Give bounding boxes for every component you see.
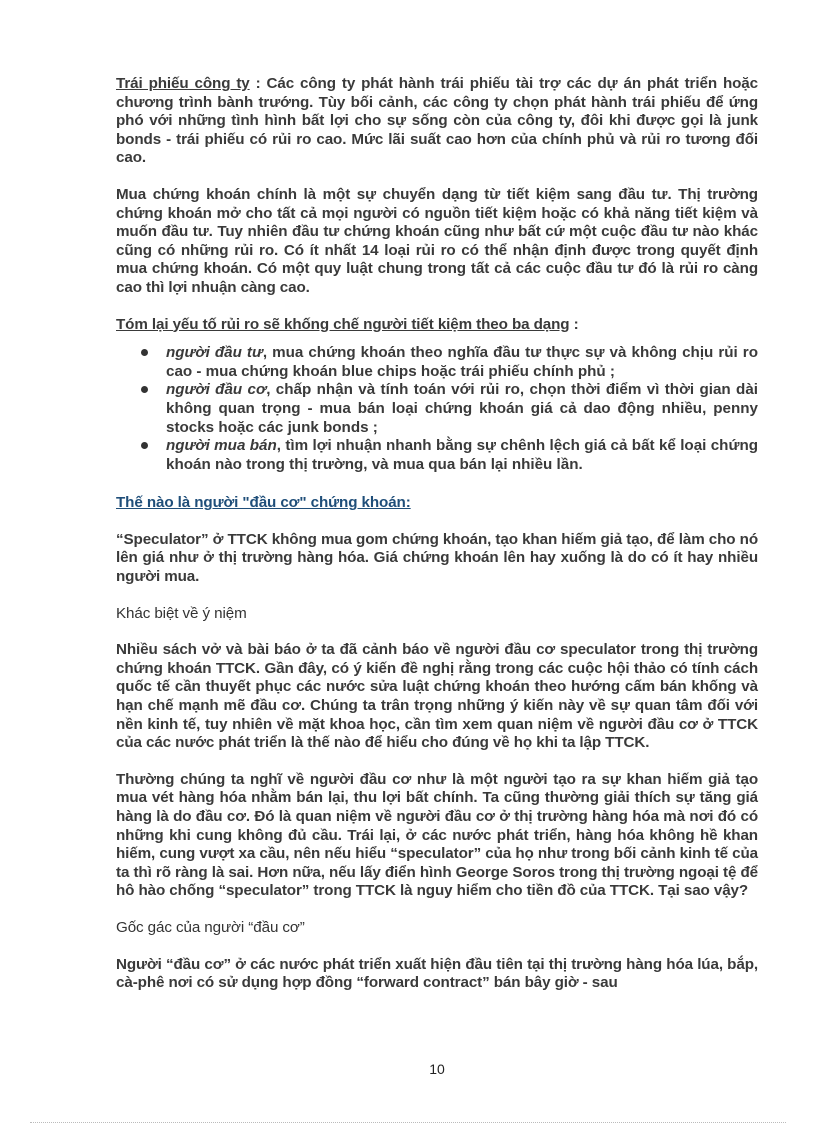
paragraph-misconception: Thường chúng ta nghĩ về người đầu cơ như là một người tạo ra sự khan hiếm giả tạo mua vét hàng hóa nhằm bán lại, thu lợi bất chính. Ta cũng thường giải thích sự tăng giá hàng là do đầu cơ. Đó là quan niệm về người đầu cơ ở thị trường hàng hóa mà nơi đó có những khi cung không đủ cầu. Trái lại, ở các nước phát triển, hàng hóa không hề khan hiếm, cung vượt xa cầu, nên nếu hiểu “speculator” của họ như trong bối cảnh kinh tế của ta thì rõ ràng là sai. Hơn nữa, nếu lấy điển hình George Soros trong thị trường ngoại tệ để hô hào chống “speculator” trong TTCK là nguy hiểm cho tiền đồ của TTCK. Tại sao vậy? (116, 770, 758, 900)
bullet-icon (141, 386, 148, 393)
list-text: , mua chứng khoán theo nghĩa đầu tư thực sự và không chịu rủi ro cao - mua chứng khoán blue chips hoặc trái phiếu chính phủ ; (166, 344, 758, 380)
list-text: , tìm lợi nhuận nhanh bằng sự chênh lệch giá cả bất kể loại chứng khoán nào trong thị trường, và mua qua bán lại nhiều lần. (166, 437, 758, 473)
list-text: , chấp nhận và tính toán với rủi ro, chọn thời điểm vì thời gian dài không quan trọng - mua bán loại chứng khoán giá cả dao động nhiều, penny stocks hoặc các junk bonds ; (166, 381, 758, 436)
section-heading: Khác biệt về ý niệm (116, 604, 247, 622)
summary-suffix: : (569, 315, 579, 333)
list-item (166, 344, 758, 381)
list-term: người mua bán (166, 437, 277, 455)
paragraph-investing: Mua chứng khoán chính là một sự chuyển dạng từ tiết kiệm sang đầu tư. Thị trường chứng khoán mở cho tất cả mọi người có nguồn tiết kiệm hoặc có khả năng tiết kiệm và muốn đầu tư. Tuy nhiên đầu tư chứng khoán cũng như bất cứ một cuộc đầu tư nào khác cũng có những rủi ro. Có ít nhất 14 loại rủi ro có thể nhận định được trong quyết định mua chứng khoán. Có một quy luật chung trong tất cả các cuộc đầu tư đó là rủi ro càng cao thì lợi nhuận càng cao. (116, 185, 758, 296)
paragraph-text: : Các công ty phát hành trái phiếu tài trợ các dự án phát triển hoặc chương trình bành trướng. Tùy bối cảnh, các công ty chọn phát hành trái phiếu để ứng phó với những tình hình bất lợi cho sự sống còn của công ty, đôi khi được gọi là junk bonds - trái phiếu có rủi ro cao. Mức lãi suất cao hơn của chính phủ và rủi ro tương đối cao. (116, 75, 758, 167)
paragraph-corporate-bonds (116, 75, 758, 168)
list-item (166, 437, 758, 474)
bullet-icon (141, 349, 148, 356)
paragraph-speculator: “Speculator” ở TTCK không mua gom chứng khoán, tạo khan hiếm giả tạo, để làm cho nó lên giá như ở thị trường hàng hóa. Giá chứng khoán lên hay xuống là do có ít hay nhiều người mua. (116, 530, 758, 586)
term-corporate-bonds: Trái phiếu công ty (116, 75, 250, 92)
section-heading-link[interactable]: Thế nào là người "đầu cơ" chứng khoán: (116, 494, 411, 512)
paragraph-origin: Người “đầu cơ” ở các nước phát triển xuất hiện đầu tiên tại thị trường hàng hóa lúa, bắp, cà-phê nơi có sử dụng hợp đồng “forward contract” bán bây giờ - sau (116, 955, 758, 992)
list-term: người đầu cơ (166, 381, 267, 399)
page-number: 10 (429, 1061, 445, 1077)
list-term: người đầu tư (166, 344, 263, 362)
list-item (166, 381, 758, 437)
paragraph-summary (116, 316, 758, 335)
bullet-icon (141, 442, 148, 449)
summary-label: Tóm lại yếu tố rủi ro sẽ khống chế người tiết kiệm theo ba dạng (116, 315, 570, 333)
document-body (116, 75, 758, 993)
risk-types-list (116, 344, 758, 474)
paragraph-concept: Nhiều sách vở và bài báo ở ta đã cảnh báo về người đầu cơ speculator trong thị trường chứng khoán TTCK. Gần đây, có ý kiến đề nghị rằng trong các cuộc hội thảo có tính cách quốc tế cần thuyết phục các nước sửa luật chứng khoán theo hướng cấm bán khống và hạn chế mạnh mẽ đầu cơ. Chúng ta trân trọng những ý kiến này về sự quan tâm đối với nền kinh tế, tuy nhiên về mặt khoa học, cần tìm xem quan niệm về người đầu cơ ở TTCK của các nước phát triển là thế nào để hiểu cho đúng về họ khi ta lập TTCK. (116, 641, 758, 752)
section-heading: Gốc gác của người “đầu cơ” (116, 918, 305, 936)
